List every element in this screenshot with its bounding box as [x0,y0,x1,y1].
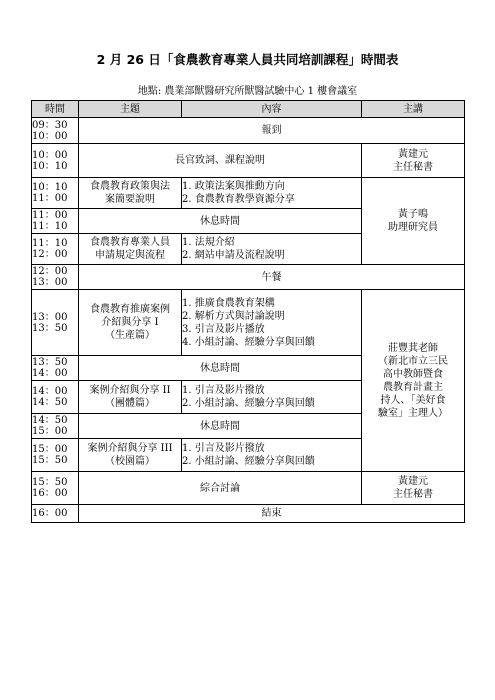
time-cell: 14：00 14：50 [32,381,79,414]
content-cell: 1. 推廣食農教育架構 2. 解析方式與討論說明 3. 引言及影片播放 4. 小組討論、經驗分享與回饋 [182,290,362,356]
merged-cell: 綜合討論 [79,472,362,505]
merged-cell: 結束 [79,505,465,523]
header-speaker: 主講 [362,101,465,118]
header-content: 內容 [182,101,362,118]
time-cell: 15：50 16：00 [32,472,79,505]
merged-cell: 休息時間 [79,414,362,439]
content-cell: 1. 引言及影片撥放 2. 小組討論、經驗分享與回饋 [182,439,362,472]
header-time: 時間 [32,101,79,118]
header-topic: 主題 [79,101,182,118]
time-cell: 13：00 13：50 [32,290,79,356]
time-cell: 16：00 [32,505,79,523]
time-cell: 11：00 11：10 [32,209,79,234]
header-row [32,101,465,118]
table-row [32,178,465,209]
location-text: 地點: 農業部獸醫研究所獸醫試驗中心 1 樓會議室 [137,86,358,97]
time-cell: 13：50 14：00 [32,356,79,381]
time-cell: 14：50 15：00 [32,414,79,439]
merged-cell: 休息時間 [79,356,362,381]
table-row [32,118,465,144]
time-cell: 10：00 10：10 [32,144,79,178]
speaker-cell: 莊豐萁老師 （新北市立三民 高中教師暨食 農教育計畫主 持人、「美好食 驗室」主理人） [362,290,465,472]
time-cell: 12：00 13：00 [32,265,79,290]
table-row [32,505,465,523]
speaker-cell: 黃子鳴 助理研究員 [362,178,465,265]
merged-cell: 報到 [79,118,465,144]
topic-cell: 案例介紹與分享 II （團體篇） [79,381,182,414]
topic-cell: 食農教育專業人員 申請規定與流程 [79,234,182,265]
time-cell: 15：00 15：50 [32,439,79,472]
merged-cell: 午餐 [79,265,465,290]
table-row [32,290,465,356]
content-cell: 1. 法規介紹 2. 網站申請及流程說明 [182,234,362,265]
time-cell: 09：30 10：00 [32,118,79,144]
content-cell: 1. 政策法案與推動方向 2. 食農教育教學資源分享 [182,178,362,209]
speaker-cell: 黃建元 主任秘書 [362,144,465,178]
time-cell: 10：10 11：00 [32,178,79,209]
topic-cell: 食農教育推廣案例 介紹與分享 I （生產篇） [79,290,182,356]
table-row [32,472,465,505]
content-cell: 1. 引言及影片撥放 2. 小組討論、經驗分享與回饋 [182,381,362,414]
topic-cell: 食農教育政策與法 案簡要說明 [79,178,182,209]
speaker-cell: 黃建元 主任秘書 [362,472,465,505]
table-row [32,144,465,178]
table-row [32,265,465,290]
merged-cell: 休息時間 [79,209,362,234]
schedule-table [31,100,465,523]
topic-cell: 案例介紹與分享 III （校園篇） [79,439,182,472]
merged-cell: 長官致詞、課程說明 [79,144,362,178]
time-cell: 11：10 12：00 [32,234,79,265]
page-title: 2 月 26 日「食農教育專業人員共同培訓課程」時間表 [96,52,399,67]
